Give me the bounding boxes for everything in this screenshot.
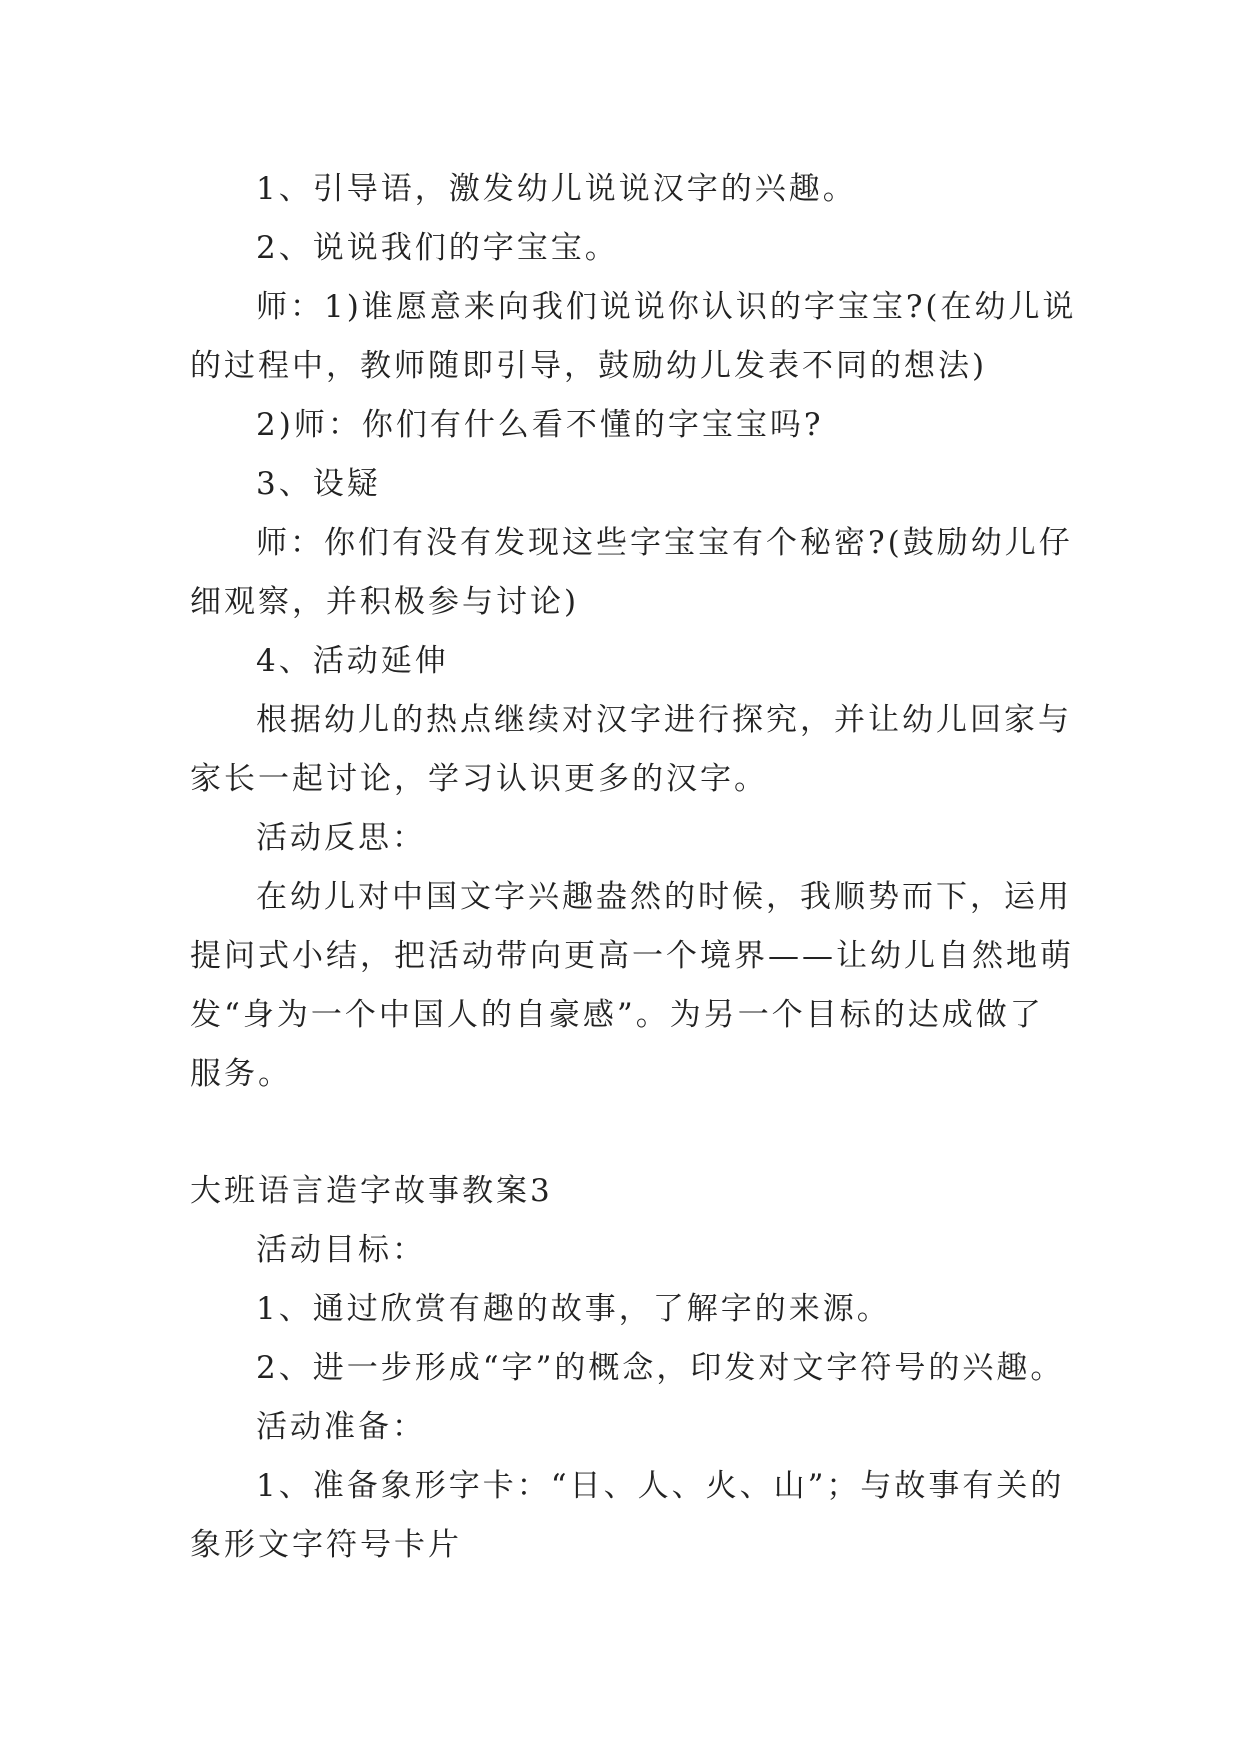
paragraph-line: 活动准备： bbox=[256, 1409, 426, 1445]
paragraph-line: 2)师：你们有什么看不懂的字宝宝吗? bbox=[256, 407, 824, 443]
paragraph-line: 2、说说我们的字宝宝。 bbox=[256, 230, 619, 266]
paragraph-line: 服务。 bbox=[190, 1056, 292, 1092]
paragraph-line: 家长一起讨论，学习认识更多的汉字。 bbox=[190, 761, 768, 797]
paragraph-line: 提问式小结，把活动带向更高一个境界——让幼儿自然地萌 bbox=[190, 938, 1074, 974]
paragraph-line: 活动反思： bbox=[256, 820, 426, 856]
paragraph-line: 在幼儿对中国文字兴趣盎然的时候，我顺势而下，运用 bbox=[256, 879, 1072, 915]
section-title: 大班语言造字故事教案3 bbox=[190, 1173, 553, 1209]
paragraph-line: 的过程中，教师随即引导，鼓励幼儿发表不同的想法) bbox=[190, 348, 988, 384]
section-spacer bbox=[190, 1104, 1060, 1162]
document-body bbox=[190, 160, 1077, 1575]
paragraph-line: 3、设疑 bbox=[256, 466, 381, 502]
paragraph-line: 象形文字符号卡片 bbox=[190, 1527, 462, 1563]
paragraph-line: 师：你们有没有发现这些字宝宝有个秘密?(鼓励幼儿仔 bbox=[256, 525, 1073, 561]
paragraph-line: 发“身为一个中国人的自豪感”。为另一个目标的达成做了 bbox=[190, 997, 1044, 1033]
paragraph-line: 1、引导语，激发幼儿说说汉字的兴趣。 bbox=[256, 171, 857, 207]
paragraph-line: 细观察，并积极参与讨论) bbox=[190, 584, 580, 620]
paragraph-line: 师：1)谁愿意来向我们说说你认识的字宝宝?(在幼儿说 bbox=[256, 289, 1077, 325]
paragraph-line: 活动目标： bbox=[256, 1232, 426, 1268]
paragraph-line: 4、活动延伸 bbox=[256, 643, 449, 679]
paragraph-line: 1、准备象形字卡：“日、人、火、山”；与故事有关的 bbox=[256, 1468, 1065, 1504]
paragraph-line: 1、通过欣赏有趣的故事，了解字的来源。 bbox=[256, 1291, 891, 1327]
paragraph-line: 根据幼儿的热点继续对汉字进行探究，并让幼儿回家与 bbox=[256, 702, 1072, 738]
paragraph-line: 2、进一步形成“字”的概念，印发对文字符号的兴趣。 bbox=[256, 1350, 1065, 1386]
